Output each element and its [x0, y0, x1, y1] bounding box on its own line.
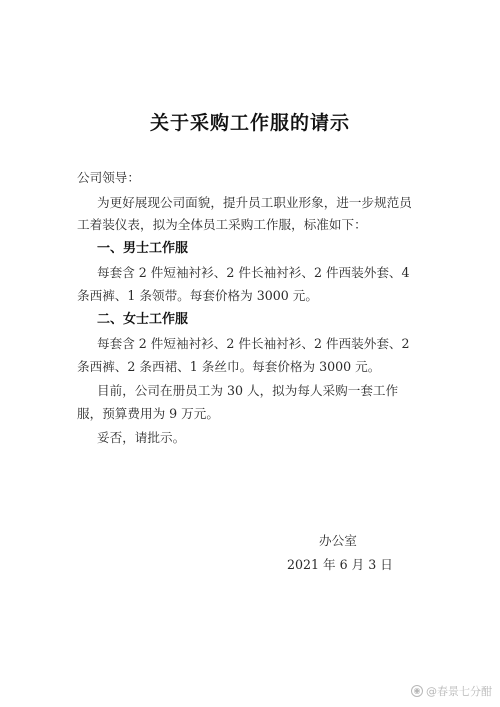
watermark — [411, 683, 492, 699]
section1-line-1: 每套含 2 件短袖衬衫、2 件长袖衬衫、2 件西装外套、4 — [97, 265, 410, 280]
watermark-logo-icon: ◉ — [411, 685, 423, 697]
signature: 办公室 — [319, 533, 357, 548]
section2-line-2: 条西裤、2 条西裙、1 条丝巾。每套价格为 3000 元。 — [77, 359, 381, 374]
section2-heading: 二、女士工作服 — [97, 312, 189, 327]
section1-line-2: 条西裤、1 条领带。每套价格为 3000 元。 — [77, 288, 318, 303]
section1-heading: 一、男士工作服 — [97, 241, 189, 256]
section2-line-1: 每套含 2 件短袖衬衫、2 件长袖衬衫、2 件西装外套、2 — [97, 336, 410, 351]
date: 2021 年 6 月 3 日 — [287, 557, 393, 572]
closing-line: 妥否，请批示。 — [97, 430, 186, 445]
watermark-text: @春景七分酣 — [426, 685, 492, 698]
intro-line-2: 工着装仪表，拟为全体员工采购工作服，标准如下： — [77, 217, 367, 232]
summary-line-1: 目前，公司在册员工为 30 人，拟为每人采购一套工作 — [97, 383, 399, 398]
intro-line-1: 为更好展现公司面貌，提升员工职业形象，进一步规范员 — [97, 195, 412, 210]
document-title: 关于采购工作服的请示 — [149, 112, 350, 134]
salutation: 公司领导： — [77, 170, 140, 185]
summary-line-2: 服，预算费用为 9 万元。 — [77, 406, 219, 421]
